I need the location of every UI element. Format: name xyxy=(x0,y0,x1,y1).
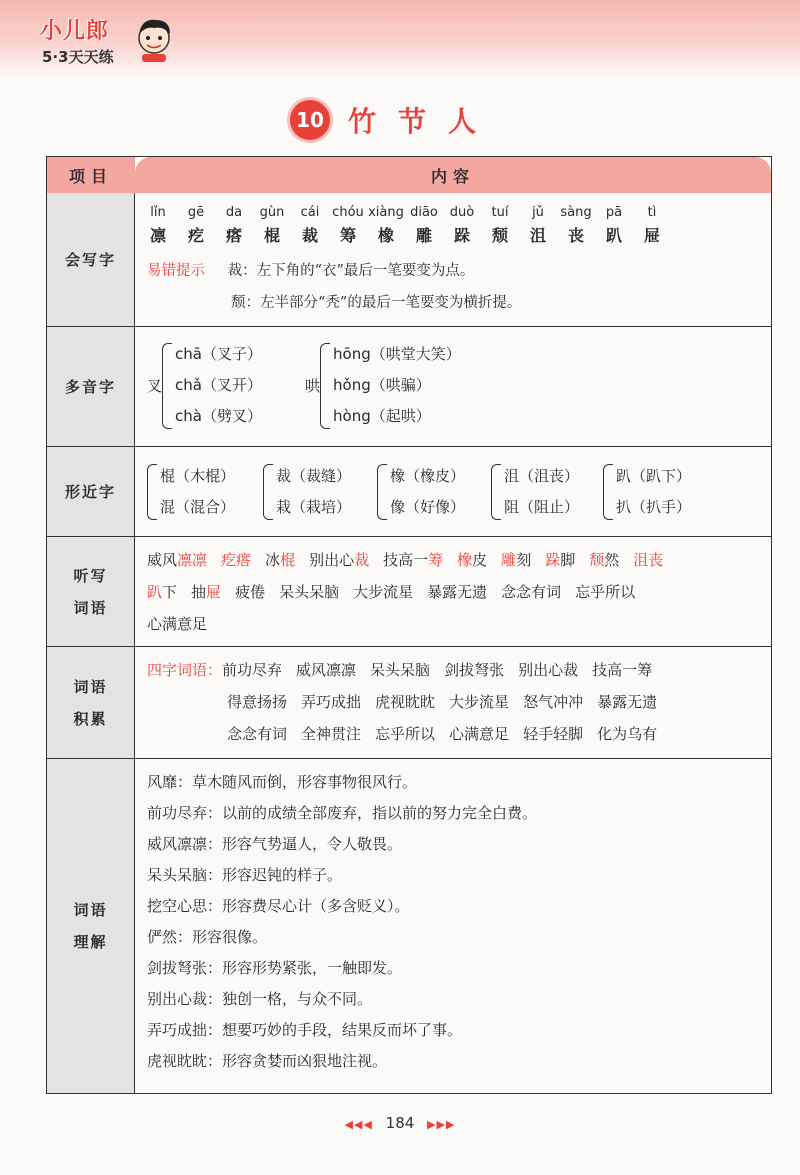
reading: hōng（哄堂大笑） xyxy=(333,345,461,363)
word-part: 暴露无遗 xyxy=(427,583,488,601)
brand-name: 小儿郎 xyxy=(40,19,110,44)
word-part: 颓 xyxy=(589,551,605,569)
tip-label: 易错提示 xyxy=(147,263,205,279)
similar-char: 橡（橡皮） xyxy=(390,467,466,485)
reading-list xyxy=(333,339,461,432)
pinyin: duò xyxy=(449,205,475,220)
idiom: 念念有词 xyxy=(227,725,288,743)
brace xyxy=(320,343,330,429)
similar-char: 阻（阻止） xyxy=(504,498,580,516)
table-header xyxy=(47,157,771,193)
pinyin: da xyxy=(225,205,243,220)
word-part: 疙瘩 xyxy=(221,551,252,569)
idiom: 别出心裁 xyxy=(518,661,579,679)
idiom: 虎视眈眈 xyxy=(375,693,436,711)
dictation-word xyxy=(279,583,339,601)
similar-pair xyxy=(491,461,579,523)
tip-line-1 xyxy=(147,259,474,280)
brace xyxy=(377,464,387,520)
mascot-face-icon xyxy=(134,16,174,62)
polyphone-content xyxy=(147,327,761,446)
writing-content xyxy=(147,193,761,326)
row-label: 听写 词语 xyxy=(47,537,135,646)
tip-text-2: 颓：左半部分“秃”的最后一笔要变为横折提。 xyxy=(231,295,522,311)
idiom: 剑拔弩张 xyxy=(444,661,505,679)
definition: 前功尽弃：以前的成绩全部废弃，指以前的努力完全白费。 xyxy=(147,804,538,822)
word-part: 脚 xyxy=(560,551,576,569)
pinyin-char xyxy=(139,205,177,245)
row-understand xyxy=(47,759,771,1093)
dictation-word xyxy=(221,551,251,569)
word-part: 疲倦 xyxy=(235,583,266,601)
pair-items xyxy=(276,461,351,523)
dictation-word xyxy=(575,583,635,601)
similar-char: 扒（扒手） xyxy=(616,498,692,516)
dictation-word xyxy=(589,551,619,569)
row-label: 多音字 xyxy=(47,327,135,446)
dictation-word xyxy=(383,551,443,569)
idiom: 心满意足 xyxy=(449,725,510,743)
hanzi: 凛 xyxy=(149,226,166,245)
pinyin-char xyxy=(177,205,215,245)
dictation-line xyxy=(147,613,221,634)
word-part: 沮丧 xyxy=(633,551,664,569)
pair-items xyxy=(504,461,579,523)
idiom: 怒气冲冲 xyxy=(523,693,584,711)
word-part: 跺 xyxy=(545,551,561,569)
dictation-word xyxy=(235,583,265,601)
hanzi: 瘩 xyxy=(225,226,242,245)
word-part: 呆头呆脑 xyxy=(279,583,340,601)
lesson-title-bar xyxy=(290,98,498,142)
dictation-word xyxy=(147,583,177,601)
pinyin-char xyxy=(519,205,557,245)
summary-table xyxy=(46,156,772,1094)
pinyin-char xyxy=(481,205,519,245)
reading-list xyxy=(175,339,262,432)
idiom: 轻手轻脚 xyxy=(523,725,584,743)
pinyin-char xyxy=(253,205,291,245)
dictation-word xyxy=(265,551,295,569)
brand-logo xyxy=(34,14,174,74)
dictation-word xyxy=(545,551,575,569)
pinyin: pā xyxy=(605,205,623,220)
similar-char: 栽（栽培） xyxy=(276,498,352,516)
idiom: 得意扬扬 xyxy=(227,693,288,711)
pinyin-char xyxy=(291,205,329,245)
word-part: 抽 xyxy=(191,583,207,601)
word-part: 大步流星 xyxy=(353,583,414,601)
pinyin: tuí xyxy=(491,205,509,220)
tip-line-2 xyxy=(231,291,521,312)
row-accumulate xyxy=(47,647,771,759)
word-part: 别出心 xyxy=(309,551,355,569)
reading: chà（劈叉） xyxy=(175,407,262,425)
dictation-word xyxy=(353,583,413,601)
definition: 别出心裁：独创一格，与众不同。 xyxy=(147,990,373,1008)
hanzi: 跺 xyxy=(453,226,470,245)
accumulate-line xyxy=(147,659,680,680)
word-part: 刻 xyxy=(516,551,532,569)
row-writing-chars xyxy=(47,193,771,327)
similar-pair xyxy=(263,461,351,523)
dictation-line xyxy=(147,581,649,602)
poly-char: 哄 xyxy=(305,377,321,395)
word-part: 念念有词 xyxy=(501,583,562,601)
word-part: 裁 xyxy=(354,551,370,569)
word-part: 棍 xyxy=(280,551,296,569)
definition: 弄巧成拙：想要巧妙的手段，结果反而坏了事。 xyxy=(147,1021,463,1039)
pinyin: diāo xyxy=(410,205,438,220)
dictation-word xyxy=(633,551,663,569)
dictation-word: 心满意足 xyxy=(147,615,208,633)
dictation-word xyxy=(147,551,207,569)
dictation-word xyxy=(501,583,561,601)
similar-char: 裁（裁缝） xyxy=(276,467,352,485)
pinyin-char xyxy=(557,205,595,245)
pinyin: cái xyxy=(300,205,320,220)
word-part: 筹 xyxy=(428,551,444,569)
hanzi: 沮 xyxy=(529,226,546,245)
dictation-content xyxy=(147,537,761,646)
idiom: 威风凛凛 xyxy=(296,661,357,679)
hanzi: 屉 xyxy=(643,226,660,245)
idiom: 技高一筹 xyxy=(592,661,653,679)
polyphone-group-2 xyxy=(305,339,461,432)
similar-pair xyxy=(377,461,465,523)
brand-subtitle: 5·3天天练 xyxy=(42,48,114,66)
dictation-word xyxy=(457,551,487,569)
similar-char: 混（混合） xyxy=(160,498,236,516)
definition: 呆头呆脑：形容迟钝的样子。 xyxy=(147,866,343,884)
row-dictation xyxy=(47,537,771,647)
hanzi: 趴 xyxy=(605,226,622,245)
word-part: 凛凛 xyxy=(177,551,208,569)
pinyin-char xyxy=(595,205,633,245)
idiom: 全神贯注 xyxy=(301,725,362,743)
idiom: 呆头呆脑 xyxy=(370,661,431,679)
reading: chǎ（叉开） xyxy=(175,376,262,394)
brace xyxy=(603,464,613,520)
brace xyxy=(263,464,273,520)
pinyin: gē xyxy=(187,205,205,220)
word-part: 冰 xyxy=(265,551,281,569)
definition: 威风凛凛：形容气势逼人，令人敬畏。 xyxy=(147,835,403,853)
word-part: 橡 xyxy=(457,551,473,569)
dictation-word xyxy=(309,551,369,569)
page-number: 184 xyxy=(385,1114,415,1132)
hanzi: 丧 xyxy=(567,226,584,245)
row-label: 形近字 xyxy=(47,447,135,536)
pinyin: jǔ xyxy=(532,205,544,220)
similar-content xyxy=(147,447,761,536)
similar-pair xyxy=(147,461,235,523)
hanzi: 裁 xyxy=(301,226,318,245)
pinyin-char xyxy=(405,205,443,245)
pinyin-char xyxy=(367,205,405,245)
similar-char: 棍（木棍） xyxy=(160,467,236,485)
pinyin: tì xyxy=(647,205,657,220)
hanzi: 筹 xyxy=(339,226,356,245)
idiom: 弄巧成拙 xyxy=(301,693,362,711)
definition: 风靡：草木随风而倒，形容事物很风行。 xyxy=(147,773,418,791)
similar-pair xyxy=(603,461,691,523)
pinyin-char xyxy=(633,205,671,245)
lesson-title: 竹节人 xyxy=(348,105,499,138)
hanzi: 雕 xyxy=(415,226,432,245)
page-footer xyxy=(0,1114,800,1132)
idiom: 大步流星 xyxy=(449,693,510,711)
idiom: 忘乎所以 xyxy=(375,725,436,743)
dictation-word xyxy=(501,551,531,569)
next-arrows-icon: ▶▶▶ xyxy=(427,1118,456,1131)
idiom: 化为乌有 xyxy=(597,725,658,743)
pinyin: chóu xyxy=(332,205,364,220)
accumulate-line xyxy=(227,723,671,744)
word-part: 忘乎所以 xyxy=(575,583,636,601)
reading: hǒng（哄骗） xyxy=(333,376,431,394)
pinyin: xiàng xyxy=(368,205,404,220)
pinyin-char-list xyxy=(139,205,671,245)
word-part: 皮 xyxy=(472,551,488,569)
category-tag: 四字词语： xyxy=(147,661,223,679)
definition: 剑拔弩张：形容形势紧张，一触即发。 xyxy=(147,959,403,977)
row-similar-chars xyxy=(47,447,771,537)
pinyin: lǐn xyxy=(150,205,166,220)
word-part: 威风 xyxy=(147,551,178,569)
reading: chā（叉子） xyxy=(175,345,262,363)
row-label: 词语 积累 xyxy=(47,647,135,758)
dictation-word xyxy=(427,583,487,601)
prev-arrows-icon: ◀◀◀ xyxy=(344,1118,373,1131)
row-polyphone xyxy=(47,327,771,447)
idiom: 前功尽弃 xyxy=(222,661,283,679)
similar-char: 趴（趴下） xyxy=(616,467,692,485)
pair-items xyxy=(616,461,691,523)
header-col-content: 内容 xyxy=(135,157,771,193)
pinyin-char xyxy=(215,205,253,245)
pair-items xyxy=(390,461,465,523)
word-part: 屉 xyxy=(206,583,222,601)
reading: hòng（起哄） xyxy=(333,407,431,425)
similar-char: 像（好像） xyxy=(390,498,466,516)
definition: 虎视眈眈：形容贪婪而凶狠地注视。 xyxy=(147,1052,388,1070)
similar-char: 沮（沮丧） xyxy=(504,467,580,485)
tip-text-1: 裁：左下角的“衣”最后一笔要变为点。 xyxy=(227,263,475,279)
accumulate-line xyxy=(227,691,671,712)
hanzi: 棍 xyxy=(263,226,280,245)
word-part: 雕 xyxy=(501,551,517,569)
idiom: 暴露无遗 xyxy=(597,693,658,711)
brace xyxy=(147,464,157,520)
hanzi: 橡 xyxy=(377,226,394,245)
pinyin: sàng xyxy=(560,205,592,220)
definition: 俨然：形容很像。 xyxy=(147,928,268,946)
pair-items xyxy=(160,461,235,523)
poly-char: 叉 xyxy=(147,377,163,395)
hanzi: 颓 xyxy=(491,226,508,245)
lesson-number-badge: 10 xyxy=(290,100,330,140)
dictation-word xyxy=(191,583,221,601)
pinyin-char xyxy=(443,205,481,245)
hanzi: 疙 xyxy=(187,226,204,245)
word-part: 趴 xyxy=(147,583,163,601)
definition: 挖空心思：形容费尽心计（多含贬义）。 xyxy=(147,897,410,915)
pinyin: gùn xyxy=(259,205,285,220)
dictation-line xyxy=(147,549,677,570)
brace xyxy=(491,464,501,520)
accumulate-content xyxy=(147,647,761,758)
word-part: 下 xyxy=(162,583,178,601)
word-part: 然 xyxy=(604,551,620,569)
word-part: 技高一 xyxy=(383,551,429,569)
polyphone-group-1 xyxy=(147,339,262,432)
row-label: 词语 理解 xyxy=(47,759,135,1093)
definitions-content xyxy=(147,759,761,1093)
header-col-item: 项目 xyxy=(47,157,135,193)
row-label: 会写字 xyxy=(47,193,135,326)
brace xyxy=(162,343,172,429)
pinyin-char xyxy=(329,205,367,245)
